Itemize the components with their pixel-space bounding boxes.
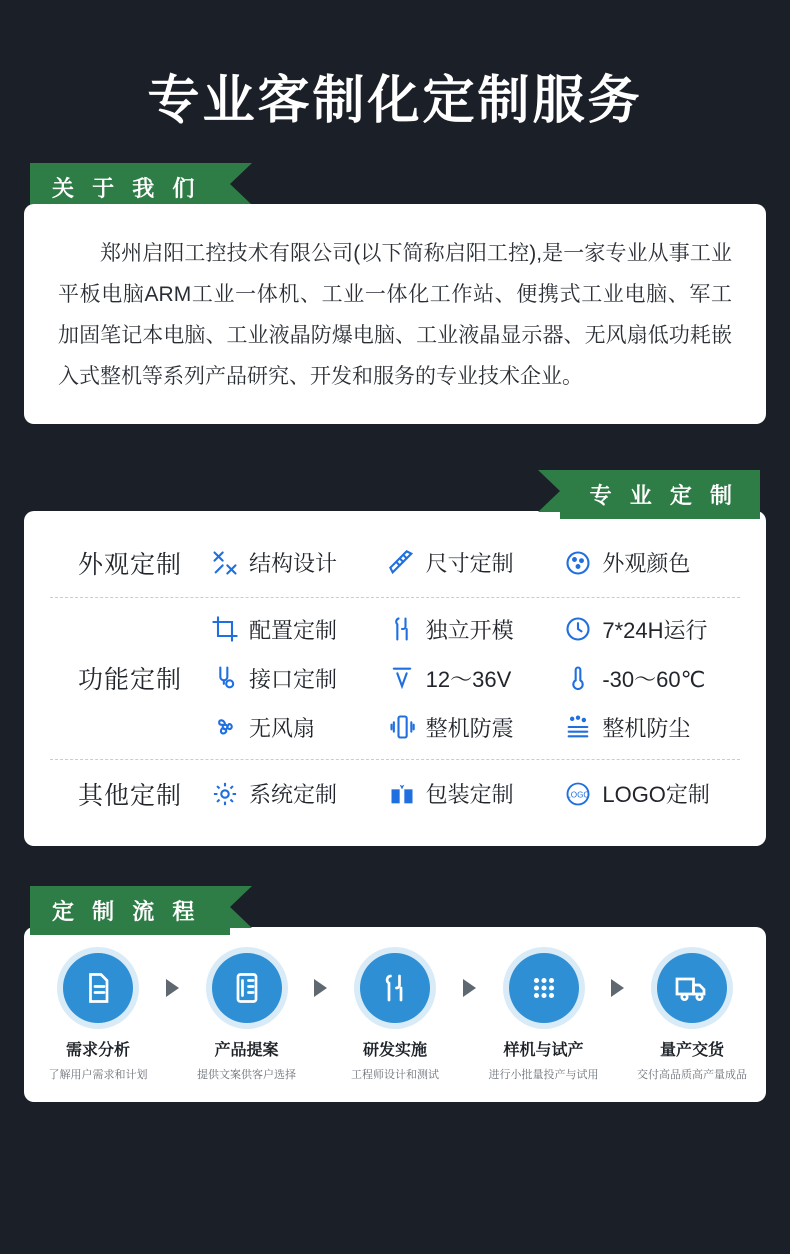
flow-step-title: 量产交货 [659, 1041, 724, 1059]
flow-step-desc: 了解用户需求和计划 [48, 1068, 148, 1081]
svg-text:LOGO: LOGO [566, 790, 591, 800]
clock-24-icon [563, 614, 593, 644]
custom-item[interactable] [563, 712, 740, 743]
interface-port-icon [210, 663, 240, 693]
about-section [24, 163, 766, 424]
flow-step-title: 产品提案 [214, 1041, 279, 1059]
custom-item-line [210, 663, 740, 694]
custom-item-label: LOGO定制 [602, 782, 710, 808]
custom-row-items [210, 778, 740, 809]
flow-step[interactable] [38, 953, 158, 1082]
thermometer-icon [563, 663, 593, 693]
custom-item-label: 12～36V [425, 666, 512, 692]
custom-item-label: 7*24H运行 [602, 617, 708, 643]
flow-step-title: 研发实施 [362, 1041, 427, 1059]
custom-item-label: 独立开模 [425, 617, 514, 643]
custom-item[interactable] [210, 778, 387, 809]
package-icon [387, 779, 417, 809]
flow-arrow-icon [611, 979, 624, 997]
custom-item-label: 外观颜色 [602, 551, 691, 577]
page-title: 专业客制化定制服务 [147, 72, 643, 130]
custom-item[interactable] [387, 712, 564, 743]
custom-item-label: 包装定制 [425, 782, 514, 808]
palette-icon [563, 548, 593, 578]
shock-proof-icon [387, 712, 417, 742]
flow-section [24, 886, 766, 1102]
about-card [24, 204, 766, 424]
about-ribbon: 关 于 我 们 [30, 163, 230, 212]
custom-row-label: 其他定制 [77, 781, 182, 810]
custom-item-label: 接口定制 [249, 666, 338, 692]
flow-arrow-icon [314, 979, 327, 997]
custom-row [50, 529, 740, 597]
custom-ribbon: 专 业 定 制 [560, 470, 760, 519]
custom-row-items [210, 614, 740, 743]
custom-item[interactable] [210, 663, 387, 694]
custom-item[interactable] [563, 547, 740, 578]
custom-item-line [210, 614, 740, 645]
flow-step-title: 样机与试产 [503, 1041, 584, 1059]
gear-icon [210, 779, 240, 809]
document-icon [63, 953, 133, 1023]
flow-step-desc: 提供文案供客户选择 [197, 1068, 296, 1081]
about-text: 郑州启阳工控技术有限公司(以下简称启阳工控),是一家专业从事工业平板电脑ARM工业一体机、工业一体化工作站、便携式工业电脑、军工加固笔记本电脑、工业液晶防爆电脑、工业液晶显示器、无风扇低功耗嵌入式整机等系列产品研究、开发和服务的专业技术企业。 [58, 242, 732, 388]
custom-item-label: 配置定制 [249, 617, 338, 643]
custom-section [24, 470, 766, 846]
crop-icon [210, 614, 240, 644]
flow-step[interactable] [484, 953, 604, 1082]
custom-item[interactable] [210, 547, 387, 578]
logo-badge-icon [563, 779, 593, 809]
wrench-hammer-icon [387, 614, 417, 644]
custom-item-label: 整机防震 [425, 715, 514, 741]
dust-proof-icon [563, 712, 593, 742]
custom-item-line [210, 778, 740, 809]
flow-card [24, 927, 766, 1102]
custom-item[interactable] [387, 663, 564, 694]
custom-item-line [210, 712, 740, 743]
custom-item[interactable] [563, 614, 740, 645]
custom-item[interactable] [387, 547, 564, 578]
custom-item-line [210, 547, 740, 578]
custom-item-label: 结构设计 [249, 551, 338, 577]
ruler-icon [387, 548, 417, 578]
custom-item[interactable] [563, 778, 740, 809]
flow-step-desc: 进行小批量投产与试用 [488, 1068, 599, 1081]
custom-card [24, 511, 766, 846]
custom-item[interactable] [210, 712, 387, 743]
custom-item[interactable] [387, 778, 564, 809]
custom-item-label: 整机防尘 [602, 715, 691, 741]
custom-row [50, 597, 740, 759]
custom-row-items [210, 547, 740, 578]
tools-rd-icon [360, 953, 430, 1023]
sample-icon [509, 953, 579, 1023]
flow-step-title: 需求分析 [65, 1041, 130, 1059]
custom-row-label: 功能定制 [77, 666, 182, 695]
custom-item[interactable] [387, 614, 564, 645]
flow-step-desc: 交付高品质高产量成品 [637, 1068, 747, 1081]
flow-step[interactable] [632, 953, 752, 1082]
fanless-icon [210, 712, 240, 742]
custom-item-label: 无风扇 [249, 715, 316, 741]
flow-step[interactable] [335, 953, 455, 1082]
flow-step[interactable] [187, 953, 307, 1082]
custom-item[interactable] [563, 663, 740, 694]
custom-item-label: 系统定制 [249, 782, 338, 808]
custom-item-label: -30～60℃ [602, 666, 706, 692]
flow-arrow-icon [166, 979, 179, 997]
truck-icon [657, 953, 727, 1023]
custom-item-label: 尺寸定制 [425, 551, 514, 577]
flow-ribbon: 定 制 流 程 [30, 886, 230, 935]
flow-step-desc: 工程师设计和测试 [351, 1068, 439, 1081]
tools-icon [210, 548, 240, 578]
proposal-icon [212, 953, 282, 1023]
custom-item[interactable] [210, 614, 387, 645]
custom-row [50, 759, 740, 828]
voltage-icon [387, 663, 417, 693]
flow-arrow-icon [463, 979, 476, 997]
custom-row-label: 外观定制 [77, 550, 182, 579]
